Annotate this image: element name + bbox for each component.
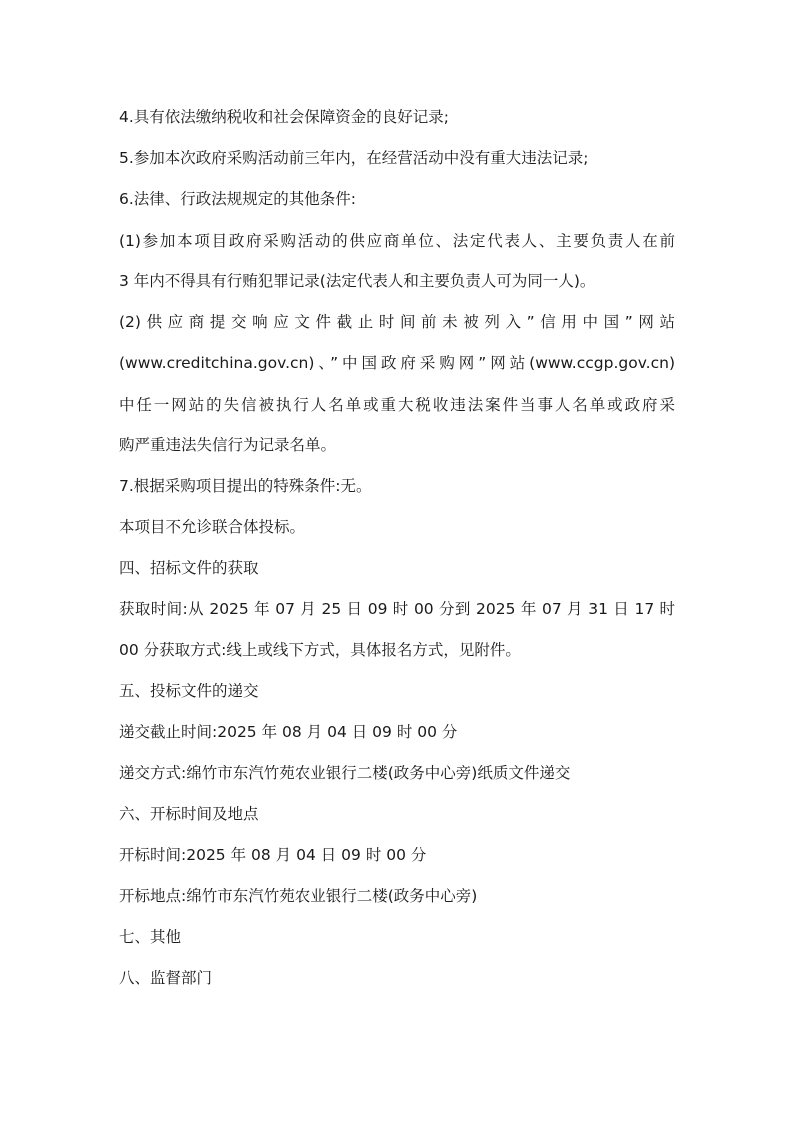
sub-item-2-line-2: (www.creditchina.gov.cn)、”中国政府采购网”网站(www.ccgp.gov.cn) xyxy=(119,354,675,372)
submission-deadline: 递交截止时间:2025 年 08 月 04 日 09 时 00 分 xyxy=(119,723,458,741)
qualification-item-6: 6.法律、行政法规规定的其他条件: xyxy=(119,190,357,208)
qualification-item-7: 7.根据采购项目提出的特殊条件:无。 xyxy=(119,477,372,495)
section-heading-7: 七、其他 xyxy=(119,928,182,946)
opening-time: 开标时间:2025 年 08 月 04 日 09 时 00 分 xyxy=(119,846,427,864)
section-heading-4: 四、招标文件的获取 xyxy=(119,559,259,577)
qualification-item-4: 4.具有依法缴纳税收和社会保障资金的良好记录; xyxy=(119,108,450,126)
acquisition-time-line-2: 00 分获取方式:线上或线下方式，具体报名方式，见附件。 xyxy=(119,641,521,659)
sub-item-2-line-1: (2)供应商提交响应文件截止时间前未被列入”信用中国”网站 xyxy=(119,313,675,331)
sub-item-2-line-3: 中任一网站的失信被执行人名单或重大税收违法案件当事人名单或政府采 xyxy=(119,396,675,414)
section-heading-5: 五、投标文件的递交 xyxy=(119,682,259,700)
acquisition-time-line-1: 获取时间:从 2025 年 07 月 25 日 09 时 00 分到 2025 年 07 月 31 日 17 时 xyxy=(119,600,675,618)
sub-item-2-line-4: 购严重违法失信行为记录名单。 xyxy=(119,436,337,454)
submission-method: 递交方式:绵竹市东汽竹苑农业银行二楼(政务中心旁)纸质文件递交 xyxy=(119,764,571,782)
sub-item-1-line-2: 3 年内不得具有行贿犯罪记录(法定代表人和主要负责人可为同一人)。 xyxy=(119,272,596,290)
sub-item-1-line-1: (1)参加本项目政府采购活动的供应商单位、法定代表人、主要负责人在前 xyxy=(119,232,675,250)
section-heading-8: 八、监督部门 xyxy=(119,969,213,987)
section-heading-6: 六、开标时间及地点 xyxy=(119,805,259,823)
joint-bid-note: 本项目不允诊联合体投标。 xyxy=(119,518,306,536)
opening-location: 开标地点:绵竹市东汽竹苑农业银行二楼(政务中心旁) xyxy=(119,887,478,905)
qualification-item-5: 5.参加本次政府采购活动前三年内，在经营活动中没有重大违法记录; xyxy=(119,149,589,167)
document-body xyxy=(119,104,675,992)
